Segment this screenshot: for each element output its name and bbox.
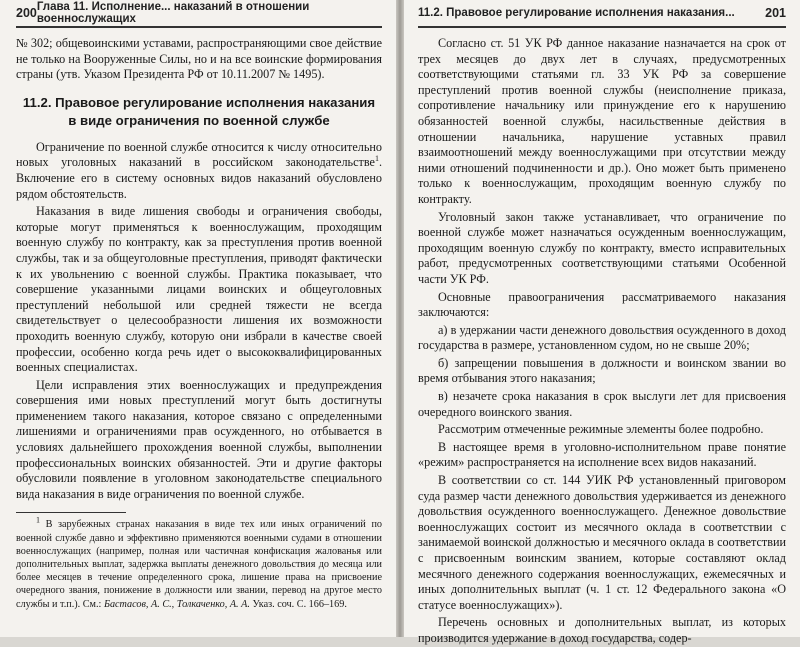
list-item: в) незачете срока наказания в срок выслуги лет для присвоения очередного воинского звания. xyxy=(418,389,786,419)
body-paragraph: В соответствии со ст. 144 УИК РФ установленный приговором суда размер части денежного довольствия удерживается из денежного довольствия осужденного военнослужащего. Денежное довольствие военнослужащих состоит из месячного оклада в соответствии с занимаемой воинской должностью и месячного оклада в соответствии с присвоенным воинским званием, которые составляют оклад месячного денежного содержания военнослужащих, ежемесячных и иных дополнительных выплат (ч. 1 ст. 12 Федерального закона «О статусе военнослужащих»). xyxy=(418,473,786,612)
body-paragraph: В настоящее время в уголовно-исполнительном праве понятие «режим» распространяется на исполнение всех видов наказаний. xyxy=(418,439,786,470)
paragraph-text: Ограничение по военной службе относится к числу относительно новых уголовных наказаний в российском законодательстве xyxy=(16,139,382,170)
running-head: 11.2. Правовое регулирование исполнения наказания... xyxy=(418,7,735,19)
paragraph-text: . Включение его в систему основных видов наказаний обусловлено рядом обстоятельств. xyxy=(16,155,382,201)
footnote xyxy=(16,518,382,610)
left-page-header xyxy=(16,0,382,28)
footnote-reference: 1 xyxy=(374,154,379,164)
footnote-text: В зарубежных странах наказания в виде тех или иных ограничений по военной службе давно и эффективно применяются военными судами в отношении военнослужащих (например, полная или частичная конфискация жалованья или дополнительных выплат, задержка выплаты денежного довольствия до месяца или более месяцев в течение определенного срока, лишение права на присвоение очередного звания, понижение в должности или звании, перевод на другое место службы и т.п.). См.: xyxy=(16,519,382,610)
body-paragraph: Уголовный закон также устанавливает, что ограничение по военной службе может назначаться осужденным военнослужащим, проходящим военную службу по контракту, вместо исправительных работ, предусмотренных соответствующими статьями Особенной части УК РФ. xyxy=(418,209,786,286)
section-title: 11.2. Правовое регулирование исполнения наказания в виде ограничения по военной службе xyxy=(22,94,376,128)
body-paragraph: Согласно ст. 51 УК РФ данное наказание назначается на срок от трех месяцев до двух лет в случаях, предусмотренных соответствующими статьями гл. 33 УК РФ за совершение преступлений против военной службы (неисполнение приказа, сопротивление начальнику или принуждение его к нарушению обязанностей военной службы, насильственные действия в отношении начальника, нарушение уставных правил взаимоотношений между военнослужащими при отсутствии между ними отношений подчиненности и др.). Оно может быть применено только к военнослужащим, проходящим военную службу по контракту. xyxy=(418,36,786,206)
book-gutter xyxy=(396,0,404,637)
footnote-divider xyxy=(16,512,126,513)
list-item: а) в удержании части денежного довольствия осужденного в доход государства в размере, установленном судом, но не свыше 20%; xyxy=(418,322,786,353)
running-head: Глава 11. Исполнение... наказаний в отношении военнослужащих xyxy=(36,1,310,25)
body-paragraph: Наказания в виде лишения свободы и ограничения свободы, которые могут применяться к военнослужащим, проходящим военную службу по контракту, как за преступления против военной службы, так и за общеуголовные преступления, приводят фактически к их увольнению с военной службы. Практика показывает, что совершение указанными лицами воинских и общеуголовных преступлений небольшой или средней тяжести не всегда свидетельствует о целесообразности лишения их возможности проходить военную службу, которую они избрали в качестве своей профессии, особенно когда речь идет о высококвалифицированных военных специалистах. xyxy=(16,204,382,375)
body-paragraph: Перечень основных и дополнительных выплат, из которых производится удержание в доход государства, содер- xyxy=(418,615,786,645)
body-paragraph: Основные правоограничения рассматриваемого наказания заключаются: xyxy=(418,289,786,320)
footnote-mark: 1 xyxy=(36,516,40,526)
page-number: 201 xyxy=(765,6,786,20)
right-page xyxy=(404,0,800,645)
body-paragraph: Рассмотрим отмеченные режимные элементы более подробно. xyxy=(438,422,764,437)
page-number: 200 xyxy=(16,6,37,20)
intro-paragraph: № 302; общевоинскими уставами, распространяющими свое действие не только на Вооруженные Силы, но и на все воинские формирования страны (утв. Указом Президента РФ от 10.11.2007 № 1495). xyxy=(16,36,382,82)
left-page xyxy=(0,0,396,637)
list-item: б) запрещении повышения в должности и воинском звании во время отбывания этого наказания; xyxy=(418,355,786,386)
body-paragraph xyxy=(16,140,382,202)
footnote-citation: Указ. соч. С. 166–169. xyxy=(249,598,347,610)
right-page-header xyxy=(418,0,786,28)
footnote-authors: Бастасов, А. С., Толкаченко, А. А. xyxy=(103,598,250,610)
body-paragraph: Цели исправления этих военнослужащих и предупреждения совершения ими новых преступлений могут быть достигнуты применением такого наказания, которое связано с определенными лишениями и ограничениями прав осужденного, но отбывается в условиях дальнейшего прохождения военной службы, выполнении профессиональных воинских обязанностей. Эти и другие факторы обусловили появление в уголовном законодательстве специального вида наказания в виде ограничения по военной службе. xyxy=(16,377,382,501)
